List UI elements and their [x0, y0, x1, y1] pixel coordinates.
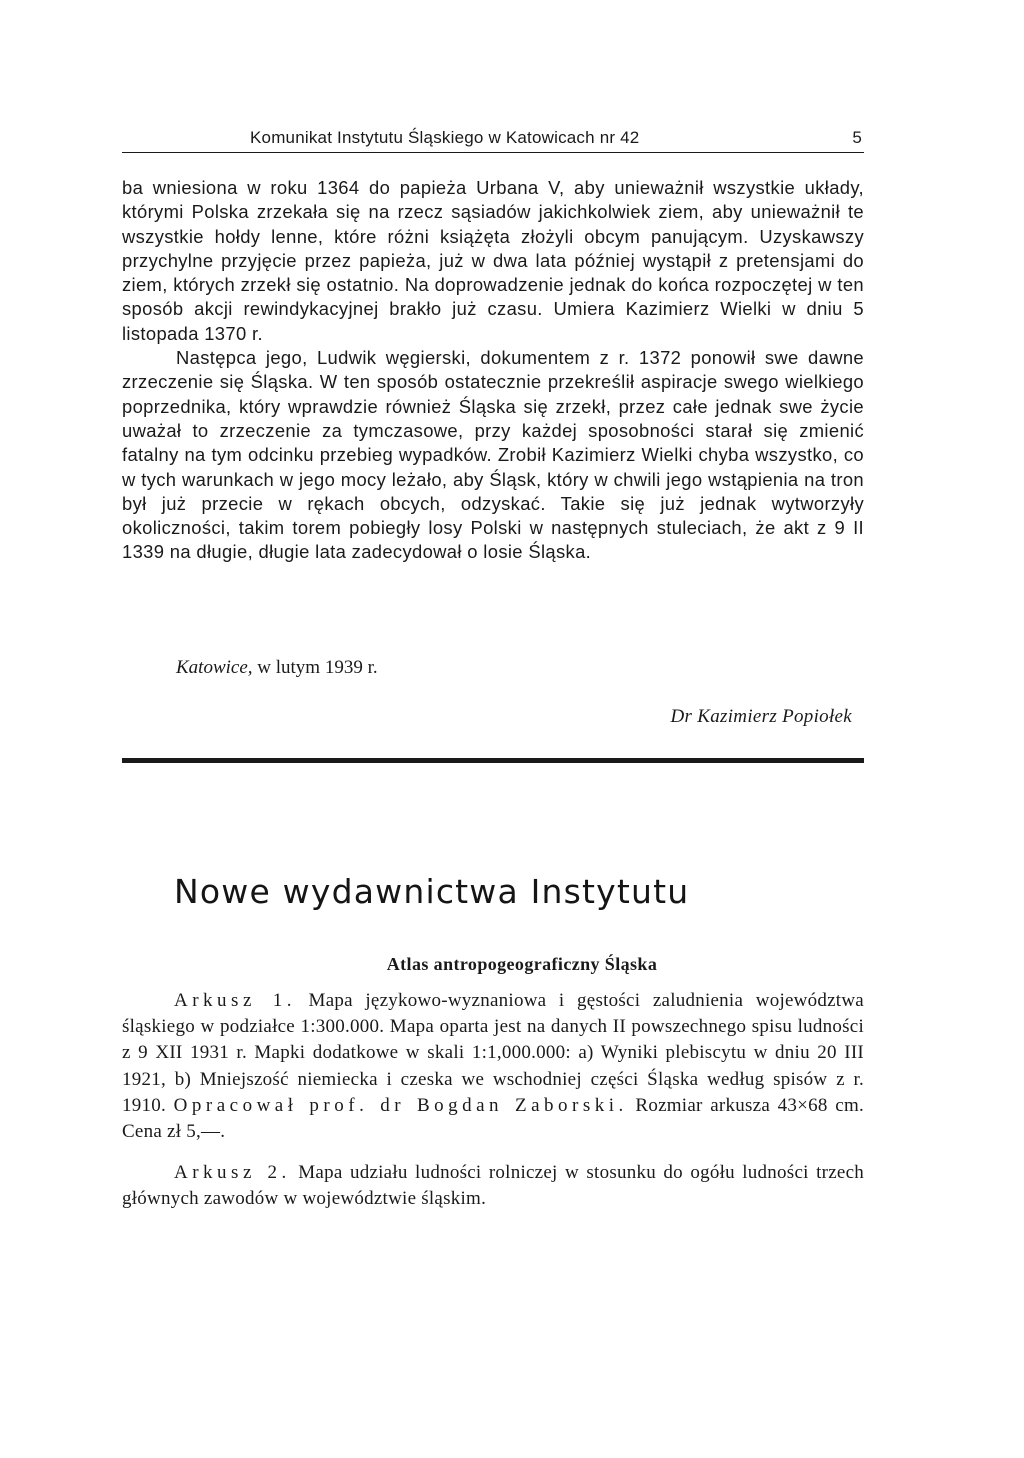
section-divider: [122, 758, 864, 763]
article-body: [122, 176, 864, 565]
item-text: Mapa językowo-wyznaniowa i gęstości zaludnienia województwa śląskiego w podziałce 1:300.000. Mapa oparta jest na danych II powszechnego spisu ludności z 9 XII 1931 r. Mapki dodatkowe w skali 1:1,000.000: a) Wyniki plebiscytu w dniu 20 III 1921, b) Mniejszość niemiecka i czeska we wschodniej części Śląska według spisów z r. 1910.: [122, 990, 864, 1116]
section-title: Nowe wydawnictwa Instytutu: [174, 872, 690, 911]
article-author: Dr Kazimierz Popiołek: [670, 706, 852, 727]
header-rule: [122, 152, 864, 153]
body-paragraph-1: ba wniesiona w roku 1364 do papieża Urbana V, aby unieważnił wszystkie układy, którymi Polska zrzekała się na rzecz sąsiadów jakichkolwiek ziem, aby unieważnił te wszystkie hołdy lenne, które różni książęta złożyli obcym panującym. Uzyskawszy przychylne przyjęcie przez papieża, już w dwa lata później wystąpił z pretensjami do ziem, których zrzekł się ostatnio. Na doprowadzenie jednak do końca rozpoczętej w ten sposób akcji rewindykacyjnej brakło już czasu. Umiera Kazimierz Wielki w dniu 5 listopada 1370 r.: [122, 177, 864, 344]
signature-place: Katowice,: [176, 657, 253, 678]
place-date-line: [176, 657, 378, 679]
body-paragraph-2: Następca jego, Ludwik węgierski, dokumentem z r. 1372 ponowił swe dawne zrzeczenie się Śląska. W ten sposób ostatecznie przekreślił aspiracje swego wielkiego poprzednika, który wprawdzie również Śląska się zrzekł, przez całe jednak swe życie uważał to zrzeczenie za tymczasowe, przy każdej sposobności starał się zmienić fatalny na tym odcinku przebieg wypadków. Zrobił Kazimierz Wielki chyba wszystko, co w tych warunkach w jego mocy leżało, aby Śląsk, który w chwili jego wstąpienia na tron był już przecie w rękach obcych, odzyskać. Takie się już jednak wytworzyły okoliczności, takim torem pobiegły losy Polski w następnych stuleciach, że akt z 9 II 1339 na długie, długie lata zadecydował o losie Śląska.: [122, 347, 864, 563]
subsection-title: Atlas antropogeograficzny Śląska: [386, 954, 658, 974]
list-item: [122, 988, 864, 1145]
item-author-credit: Opracował prof. dr Bogdan Zaborski.: [173, 1094, 628, 1116]
publication-list: [122, 988, 864, 1213]
item-label: Arkusz 1.: [174, 990, 296, 1011]
running-head: [122, 124, 864, 154]
item-text-after: Rozmiar arkusza 43×68 cm. Cena zł 5,—.: [122, 1094, 864, 1143]
signature-date: w lutym 1939 r.: [257, 657, 378, 678]
item-text: Mapa udziału ludności rolniczej w stosunku do ogółu ludności trzech głównych zawodów w województwie śląskim.: [122, 1162, 864, 1210]
journal-title: Komunikat Instytutu Śląskiego w Katowicach nr 42: [250, 128, 640, 147]
page-number: 5: [852, 128, 862, 147]
list-item: [122, 1160, 864, 1212]
item-label: Arkusz 2.: [174, 1162, 291, 1184]
